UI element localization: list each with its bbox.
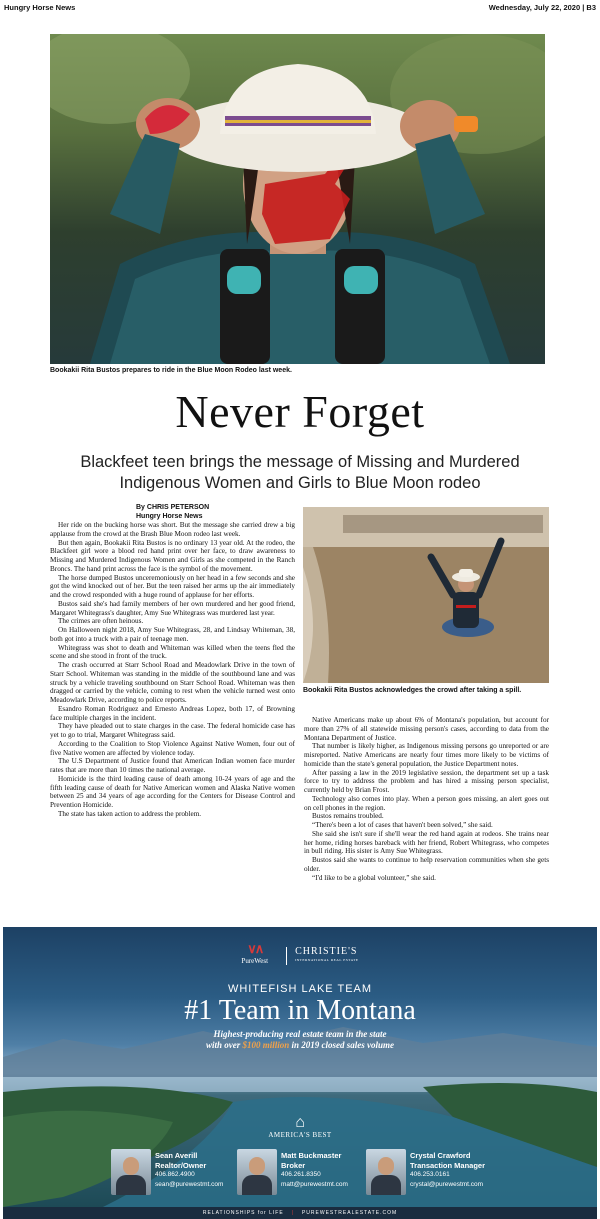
paper-name: Hungry Horse News <box>4 2 76 12</box>
agent-card-matt-buckmaster[interactable] <box>237 1149 348 1195</box>
agent-info <box>410 1149 485 1195</box>
byline <box>136 503 209 521</box>
agent-phone[interactable]: 406.253.0161 <box>410 1171 450 1178</box>
agent-card-crystal-crawford[interactable] <box>366 1149 485 1195</box>
ad-tagline-pre: with over <box>205 1040 243 1050</box>
byline-outlet: Hungry Horse News <box>136 513 203 520</box>
ad-team-label: WHITEFISH LAKE TEAM <box>227 983 373 995</box>
ad-tagline-line2 <box>3 1040 597 1051</box>
agent-name: Matt Buckmaster <box>281 1151 342 1160</box>
paragraph: Her ride on the bucking horse was short. But the message she carried drew a big applause from the crowd at the Brash Blue Moon rodeo last week. <box>50 521 295 538</box>
agent-email[interactable]: crystal@purewestmt.com <box>410 1180 484 1188</box>
agent-name: Crystal Crawford <box>410 1151 471 1160</box>
paragraph: The state has taken action to address the problem. <box>58 809 202 818</box>
byline-author: By CHRIS PETERSON <box>136 504 210 511</box>
paragraph: But then again, Bookakii Rita Bustos is no ordinary 13 year old. At the rodeo, the Blackfeet girl wore a blood red hand print over her face, to draw awareness to Missing and Murdered Indigenous Women and Girls as she competed in the Ranch Broncs. The hand print across the face is the symbol of the movement. <box>50 538 295 573</box>
hero-caption: Bookakii Rita Bustos prepares to ride in the Blue Moon Rodeo last week. <box>50 367 292 374</box>
separator-icon: | <box>291 1210 294 1216</box>
hero-photo <box>50 34 545 364</box>
agent-role: Realtor/Owner <box>155 1160 207 1170</box>
paragraph: Bustos remains troubled. <box>312 812 384 821</box>
article-column-right <box>304 716 549 882</box>
headline: Never Forget <box>175 386 425 437</box>
paragraph: She said she isn't sure if she'll wear the red hand again at rodeos. She trains near her home, riding horses bareback with her friend, Robert Whitegrass, who competes in bull riding. His sister is Amy Sue Whitegrass. <box>304 829 549 856</box>
paragraph: According to the Coalition to Stop Violence Against Native Women, four out of five Native women are affected by violence today. <box>50 739 295 757</box>
agent-photo <box>366 1149 406 1195</box>
christies-sub: INTERNATIONAL REAL ESTATE <box>295 958 359 962</box>
hero-photo-illustration <box>50 34 545 364</box>
article-column-left <box>50 521 295 819</box>
masthead <box>0 0 600 14</box>
paragraph: Esandro Roman Rodriguez and Ernesto Andreas Lopez, both 17, of Browning face multiple charges in the incident. <box>50 704 295 722</box>
ad-tagline-highlight: $100 million <box>242 1040 290 1050</box>
purewest-mark-icon: ∨∧ <box>247 941 263 956</box>
agent-photo <box>111 1149 151 1195</box>
paragraph: After passing a law in the 2019 legislative session, the department set up a task force to try to address the problem and has hired a missing person specialist, currently held by Brian Frost. <box>304 768 549 794</box>
ad-footer-website[interactable]: PUREWESTREALESTATE.COM <box>301 1210 398 1216</box>
ad-logos <box>3 941 597 965</box>
badge-label: AMERICA'S BEST <box>268 1131 332 1139</box>
paragraph: Whitegrass was shot to death and Whiteman was killed when the teens fled the scene and she stood in front of the truck. <box>50 643 295 661</box>
americas-best-badge <box>267 1115 333 1139</box>
date-page: Wednesday, July 22, 2020 | B3 <box>488 2 596 12</box>
rodeo-photo-illustration <box>303 507 549 683</box>
paragraph: Technology also comes into play. When a person goes missing, an alert goes out on cell phones in the region. <box>304 794 549 812</box>
paragraph: The U.S Department of Justice found that American Indian women face murder rates that are more than 10 times the national average. <box>50 757 295 774</box>
agent-phone[interactable]: 406.261.8350 <box>281 1171 321 1178</box>
christies-label: CHRISTIE'S <box>295 946 358 957</box>
rodeo-photo <box>303 507 549 683</box>
paragraph: The horse dumped Bustos unceremoniously on her head in a few seconds and she got the wind knocked out of her. But the teen raised her arms up the air immediately and the crowd responded with a huge round of applause for her efforts. <box>50 573 295 599</box>
paragraph: Native Americans make up about 6% of Montana's population, but account for more than 27% of all statewide missing person's cases, according to data from the Montana Department of Justice. <box>304 716 549 742</box>
ad-tagline-post: in 2019 closed sales volume <box>289 1040 395 1050</box>
agent-email[interactable]: matt@purewestmt.com <box>281 1180 348 1188</box>
paragraph: Homicide is the third leading cause of death among 10-24 years of age and the fifth leading cause of death for Native American women and Alaska Native women between 25 and 34 years of age according for the Centers for Disease Control and Prevention Homicide. <box>50 774 295 809</box>
ad-tagline-line1: Highest-producing real estate team in the state <box>213 1029 387 1039</box>
agent-phone[interactable]: 406.862.4900 <box>155 1171 195 1178</box>
purewest-label: PureWest <box>241 957 269 965</box>
ad-title: #1 Team in Montana <box>184 995 416 1026</box>
paragraph: That number is likely higher, as Indigenous missing persons go unreported or are misreported. Native Americans are nearly four times more likely to be victims of homicide than the state's general population, the Justice Department notes. <box>304 742 549 768</box>
paragraph: “There's been a lot of cases that haven't been solved,” she said. <box>312 821 493 829</box>
ad-footer-slogan: RELATIONSHIPS for LIFE <box>202 1210 284 1216</box>
paragraph: They have pleaded out to state charges in the case. The federal homicide case has yet to go to trial, Margaret Whitegrass said. <box>50 722 295 739</box>
paragraph: Bustos said she wants to continue to help reservation communities when she gets older. <box>304 856 549 873</box>
paragraph: The crash occurred at Starr School Road and Meadowlark Drive in the town of Starr School. Whiteman was standing in the middle of the southbound lane and was struck by a vehicle traveling southbound on Starr School Road. Whiteman was then dragged or carried by the vehicle, coming to rest when the vehicle turned west onto Meadowlark Drive, according to police reports. <box>50 661 295 704</box>
paragraph: Bustos said she's had family members of her own murdered and her good friend, Margaret Whitegrass's daughter, Amy Sue Whitegrass was murdered last year. <box>50 599 295 617</box>
ad-footer <box>3 1207 597 1219</box>
paragraph: “I'd like to be a global volunteer,” she said. <box>312 873 436 882</box>
agent-info <box>155 1149 223 1195</box>
ad-tagline <box>3 1029 597 1051</box>
agent-email[interactable]: sean@purewestmt.com <box>155 1180 224 1188</box>
agent-role: Transaction Manager <box>410 1160 486 1170</box>
agent-info <box>281 1149 348 1195</box>
paragraph: On Halloween night 2018, Amy Sue Whitegrass, 28, and Lindsay Whiteman, 38, both got into a truck with a pair of teenage men. <box>50 626 295 643</box>
house-icon: ⌂ <box>295 1114 305 1131</box>
agent-name: Sean Averill <box>155 1151 198 1160</box>
rodeo-caption: Bookakii Rita Bustos acknowledges the crowd after taking a spill. <box>303 687 522 694</box>
real-estate-ad[interactable] <box>3 927 597 1207</box>
deck: Blackfeet teen brings the message of Missing and Murdered Indigenous Women and Girls to Blue Moon rodeo <box>80 453 520 492</box>
christies-logo <box>286 947 358 965</box>
purewest-logo <box>241 941 268 965</box>
agent-role: Broker <box>281 1160 306 1170</box>
agent-card-sean-averill[interactable] <box>111 1149 223 1195</box>
agent-photo <box>237 1149 277 1195</box>
paragraph: The crimes are often heinous. <box>58 617 144 626</box>
